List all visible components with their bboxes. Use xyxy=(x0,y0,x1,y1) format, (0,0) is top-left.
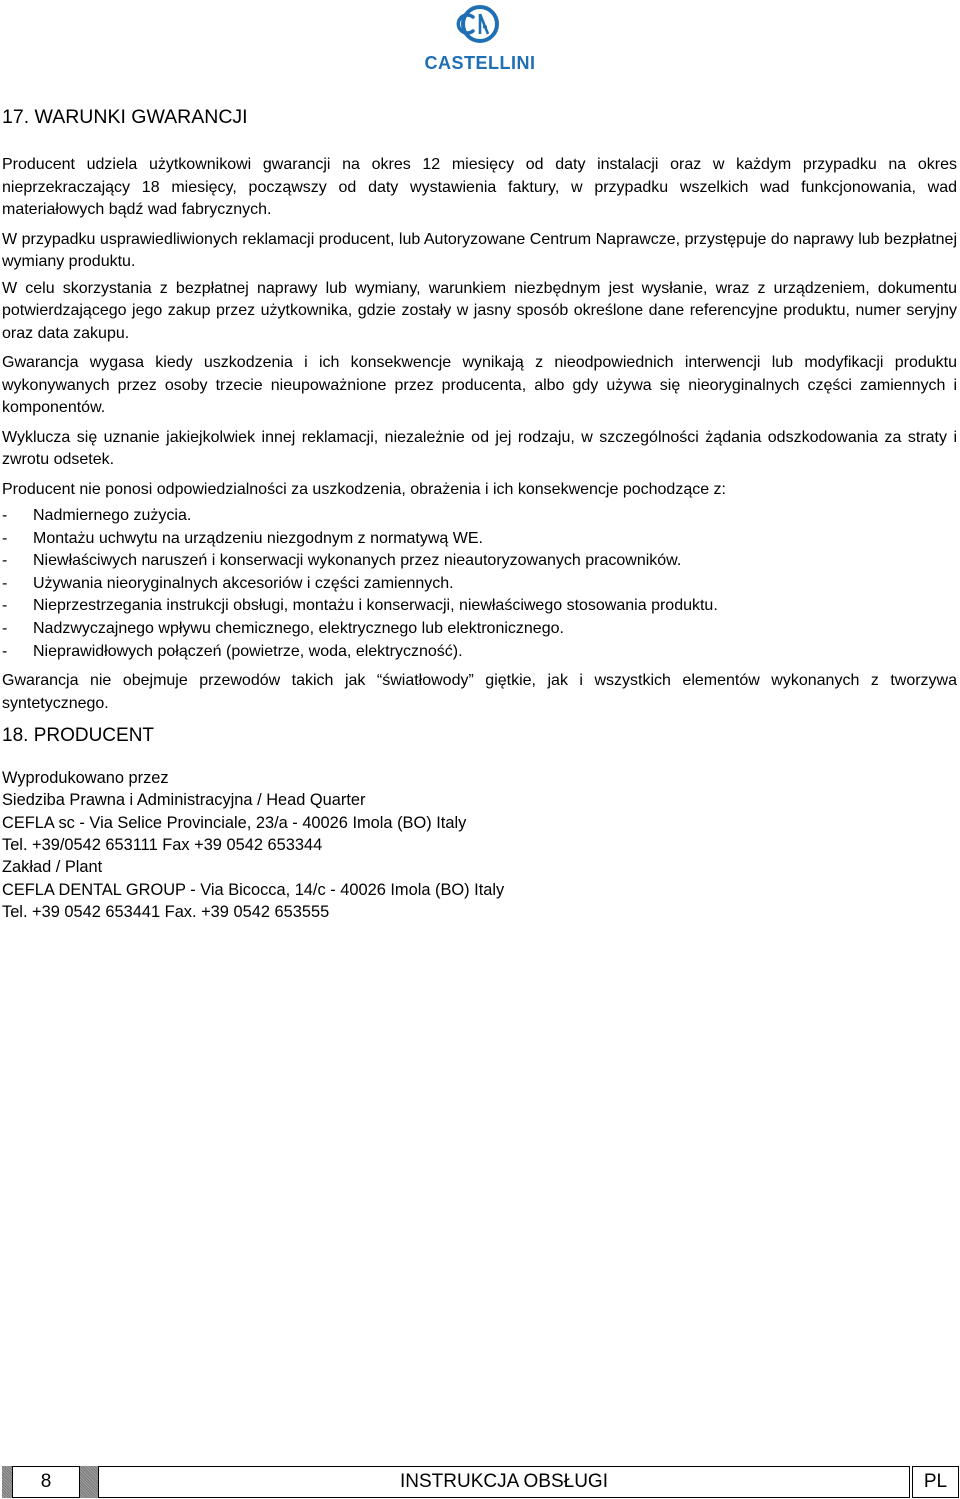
list-item: - Nadmiernego zużycia. xyxy=(2,507,192,524)
address-line: Wyprodukowano przez xyxy=(2,769,169,788)
logo-wordmark: CASTELLINI xyxy=(424,53,536,73)
address-line: CEFLA sc - Via Selice Provinciale, 23/a - 40026 Imola (BO) Italy xyxy=(2,813,467,832)
warranty-closing-paragraph: Gwarancja nie obejmuje przewodów takich jak “światłowody” giętkie, jak i wszystkich elementów wykonanych z tworzywa syntetycznego. xyxy=(2,672,957,712)
list-item: - Montażu uchwytu na urządzeniu niezgodnym z normatywą WE. xyxy=(2,529,483,547)
manufacturer-address xyxy=(2,767,957,923)
address-line: Zakład / Plant xyxy=(2,858,103,877)
exclusions-list xyxy=(2,505,957,663)
list-item: - Nadzwyczajnego wpływu chemicznego, elektrycznego lub elektronicznego. xyxy=(2,619,564,637)
footer-decor-middle xyxy=(80,1466,98,1498)
page-footer xyxy=(2,1466,959,1498)
warranty-paragraph-5: Wyklucza się uznanie jakiejkolwiek innej reklamacji, niezależnie od jej rodzaju, w szczególności żądania odszkodowania za straty i zwrotu odsetek. xyxy=(2,428,957,468)
language-code: PL xyxy=(923,1471,948,1492)
castellini-logo-mark xyxy=(410,0,550,76)
warranty-paragraph-2: W przypadku usprawiedliwionych reklamacji producent, lub Autoryzowane Centrum Naprawcze, przystępuje do naprawy lub bezpłatnej wymiany produktu. xyxy=(2,230,957,270)
address-line: CEFLA DENTAL GROUP - Via Bicocca, 14/c - 40026 Imola (BO) Italy xyxy=(2,880,505,899)
castellini-logo xyxy=(410,0,550,76)
manual-title-box xyxy=(98,1466,910,1498)
warranty-paragraph-6: Producent nie ponosi odpowiedzialności za uszkodzenia, obrażenia i ich konsekwencje pochodzące z: xyxy=(2,480,726,498)
list-item: - Nieprawidłowych połączeń (powietrze, woda, elektryczność). xyxy=(2,642,463,660)
list-item: - Używania nieoryginalnych akcesoriów i części zamiennych. xyxy=(2,574,454,592)
page-number: 8 xyxy=(40,1471,52,1492)
address-line: Tel. +39/0542 653111 Fax +39 0542 653344 xyxy=(2,836,323,855)
warranty-paragraph-3: W celu skorzystania z bezpłatnej naprawy lub wymiany, warunkiem niezbędnym jest wysłanie, wraz z urządzeniem, dokumentu potwierdzającego jego zakup przez użytkownika, gdzie zostały w jasny sposób określone dane referencyjne produktu, numer seryjny oraz data zakupu. xyxy=(2,279,957,342)
address-line: Tel. +39 0542 653441 Fax. +39 0542 653555 xyxy=(2,902,330,921)
address-line: Siedziba Prawna i Administracyjna / Head Quarter xyxy=(2,791,366,810)
language-box xyxy=(912,1466,959,1498)
section-18-title: 18. PRODUCENT xyxy=(2,725,155,747)
page-number-box xyxy=(12,1466,80,1498)
list-item: - Nieprzestrzegania instrukcji obsługi, montażu i konserwacji, niewłaściwego stosowania produktu. xyxy=(2,597,718,615)
warranty-paragraph-1: Producent udziela użytkownikowi gwarancji na okres 12 miesięcy od daty instalacji oraz w każdym przypadku na okres nieprzekraczający 18 miesięcy, począwszy od daty wystawienia faktury, w przypadku wszelkich wad funkcjonowania, wad materiałowych bądź wad fabrycznych. xyxy=(2,156,957,218)
manual-title: INSTRUKCJA OBSŁUGI xyxy=(400,1471,608,1492)
footer-decor-left xyxy=(2,1466,12,1498)
document-body xyxy=(2,154,957,923)
list-item: - Niewłaściwych naruszeń i konserwacji wykonanych przez nieautoryzowanych pracowników. xyxy=(2,552,682,570)
section-17-title: 17. WARUNKI GWARANCJI xyxy=(2,106,248,128)
warranty-paragraph-4: Gwarancja wygasa kiedy uszkodzenia i ich konsekwencje wynikają z nieodpowiednich interwencji lub modyfikacji produktu wykonywanych przez osoby trzecie nieupoważnione przez producenta, albo gdy używa się nieoryginalnych części zamiennych i komponentów. xyxy=(2,354,957,416)
